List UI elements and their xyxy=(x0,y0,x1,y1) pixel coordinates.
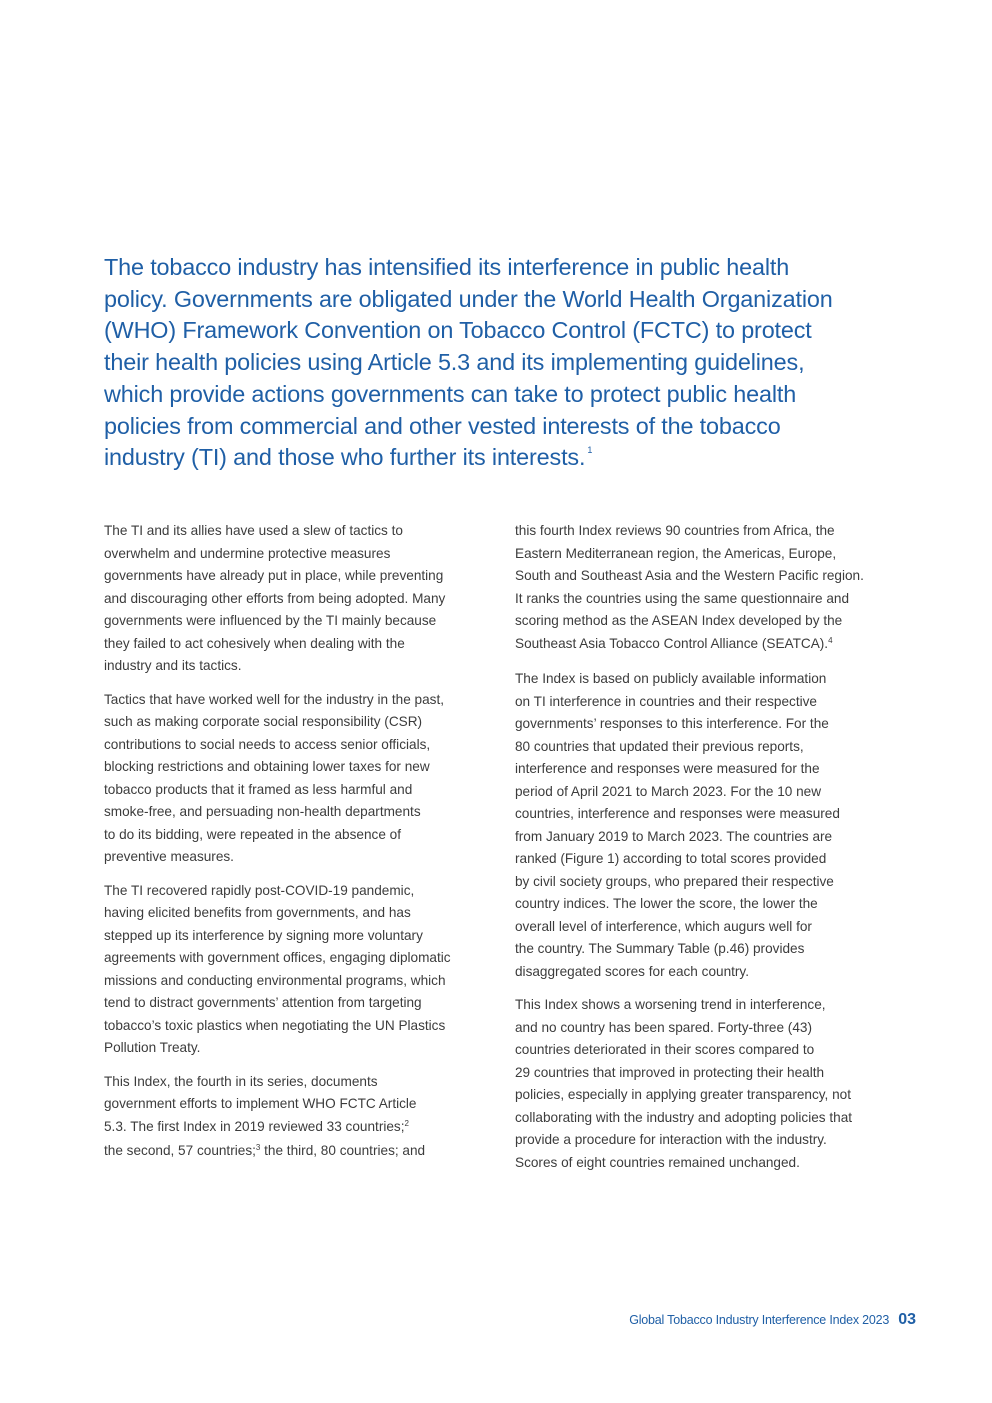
text-line: scoring method as the ASEAN Index developed by the xyxy=(515,613,843,628)
paragraph-index-series xyxy=(104,1071,494,1165)
text-line: The Index is based on publicly available information xyxy=(515,671,827,686)
text-line: stepped up its interference by signing more voluntary xyxy=(104,927,423,943)
text-line: Eastern Mediterranean region, the Americas, Europe, xyxy=(515,545,837,561)
footnote-ref-3[interactable]: 3 xyxy=(255,1143,261,1152)
text-line: to do its bidding, were repeated in the absence of xyxy=(104,826,401,842)
text-segment: the third, 80 countries; and xyxy=(260,1143,426,1158)
text-line: such as making corporate social responsibility (CSR) xyxy=(104,714,423,729)
text-line: interference and responses were measured for the xyxy=(515,761,820,776)
paragraph-csr xyxy=(104,689,494,869)
paragraph-methodology xyxy=(515,668,905,983)
text-segment: the second, 57 countries; xyxy=(104,1143,256,1158)
paragraph-fourth-index xyxy=(515,520,905,657)
text-line: contributions to social needs to access senior officials, xyxy=(104,736,431,752)
text-line: policies, especially in applying greater transparency, not xyxy=(515,1087,852,1102)
text-line: Tactics that have worked well for the industry in the past, xyxy=(104,691,445,707)
text-line: blocking restrictions and obtaining lower taxes for new xyxy=(104,759,430,774)
text-line: they failed to act cohesively when dealing with the xyxy=(104,635,405,651)
text-line: provide a procedure for interaction with the industry. xyxy=(515,1132,827,1147)
footer-title: Global Tobacco Industry Interference Index 2023 xyxy=(629,1313,890,1327)
intro-line-last xyxy=(104,442,904,479)
intro-line-text: industry (TI) and those who further its interests. xyxy=(104,444,586,471)
text-line: having elicited benefits from governments, and has xyxy=(104,905,411,920)
intro-line: policy. Governments are obligated under the World Health Organization xyxy=(104,285,833,312)
page-footer xyxy=(629,1311,916,1333)
text-line: Scores of eight countries remained unchanged. xyxy=(515,1154,800,1170)
text-line: collaborating with the industry and adopting policies that xyxy=(515,1109,853,1125)
text-line: tobacco’s toxic plastics when negotiating the UN Plastics xyxy=(104,1017,446,1033)
text-line: from January 2019 to March 2023. The countries are xyxy=(515,828,833,844)
text-line: This Index, the fourth in its series, documents xyxy=(104,1073,378,1089)
text-line: missions and conducting environmental programs, which xyxy=(104,972,446,988)
text-line: country indices. The lower the score, the lower the xyxy=(515,896,818,911)
text-line: Pollution Treaty. xyxy=(104,1040,201,1055)
text-line: governments were influenced by the TI mainly because xyxy=(104,613,437,628)
text-line: countries, interference and responses were measured xyxy=(515,806,840,821)
text-line: governments have already put in place, while preventing xyxy=(104,568,444,583)
intro-line: policies from commercial and other vested interests of the tobacco xyxy=(104,412,781,439)
text-line: countries deteriorated in their scores compared to xyxy=(515,1042,815,1057)
text-line xyxy=(515,633,905,658)
text-line: and discouraging other efforts from being adopted. Many xyxy=(104,590,446,606)
text-line: smoke-free, and persuading non-health departments xyxy=(104,804,421,819)
text-line: tobacco products that it framed as less harmful and xyxy=(104,781,413,797)
footnote-ref-2[interactable]: 2 xyxy=(404,1118,409,1128)
text-line: The TI and its allies have used a slew of tactics to xyxy=(104,523,403,538)
intro-line: (WHO) Framework Convention on Tobacco Control (FCTC) to protect xyxy=(104,317,812,344)
text-line: overwhelm and undermine protective measures xyxy=(104,545,391,561)
page-number: 03 xyxy=(898,1311,916,1328)
text-line: 80 countries that updated their previous reports, xyxy=(515,738,804,754)
text-line: by civil society groups, who prepared their respective xyxy=(515,873,834,889)
left-column xyxy=(104,520,494,1176)
intro-line: their health policies using Article 5.3 and its implementing guidelines, xyxy=(104,349,805,376)
footnote-ref-1[interactable]: 1 xyxy=(587,445,593,456)
paragraph-tactics xyxy=(104,520,494,678)
intro-line: The tobacco industry has intensified its interference in public health xyxy=(104,254,790,280)
footnote-ref-4[interactable]: 4 xyxy=(828,635,833,645)
text-line xyxy=(104,1140,494,1165)
text-line: the country. The Summary Table (p.46) provides xyxy=(515,941,805,956)
text-line: ranked (Figure 1) according to total scores provided xyxy=(515,851,827,866)
right-column xyxy=(515,520,905,1185)
text-segment: 5.3. The first Index in 2019 reviewed 33 countries; xyxy=(104,1118,405,1134)
paragraph-trend xyxy=(515,994,905,1174)
intro-heading xyxy=(104,252,904,479)
text-line: agreements with government offices, engaging diplomatic xyxy=(104,950,451,965)
text-line: tend to distract governments’ attention from targeting xyxy=(104,995,422,1010)
text-line: 29 countries that improved in protecting their health xyxy=(515,1064,825,1080)
text-segment: Southeast Asia Tobacco Control Alliance (SEATCA). xyxy=(515,635,829,651)
text-line: industry and its tactics. xyxy=(104,658,242,673)
text-line: It ranks the countries using the same questionnaire and xyxy=(515,590,850,606)
text-line xyxy=(104,1116,494,1141)
text-line: preventive measures. xyxy=(104,849,234,864)
text-line: and no country has been spared. Forty-three (43) xyxy=(515,1019,812,1035)
intro-line: which provide actions governments can take to protect public health xyxy=(104,380,797,407)
text-line: overall level of interference, which augurs well for xyxy=(515,918,812,934)
paragraph-covid xyxy=(104,880,494,1060)
text-line: disaggregated scores for each country. xyxy=(515,963,749,979)
text-line: governments’ responses to this interference. For the xyxy=(515,716,829,731)
text-line: South and Southeast Asia and the Western Pacific region. xyxy=(515,568,864,583)
text-line: this fourth Index reviews 90 countries from Africa, the xyxy=(515,523,835,538)
text-line: period of April 2021 to March 2023. For the 10 new xyxy=(515,783,822,799)
text-line: government efforts to implement WHO FCTC Article xyxy=(104,1096,417,1111)
text-line: on TI interference in countries and their respective xyxy=(515,693,817,709)
text-line: The TI recovered rapidly post-COVID-19 pandemic, xyxy=(104,882,415,898)
text-line: This Index shows a worsening trend in interference, xyxy=(515,997,826,1012)
